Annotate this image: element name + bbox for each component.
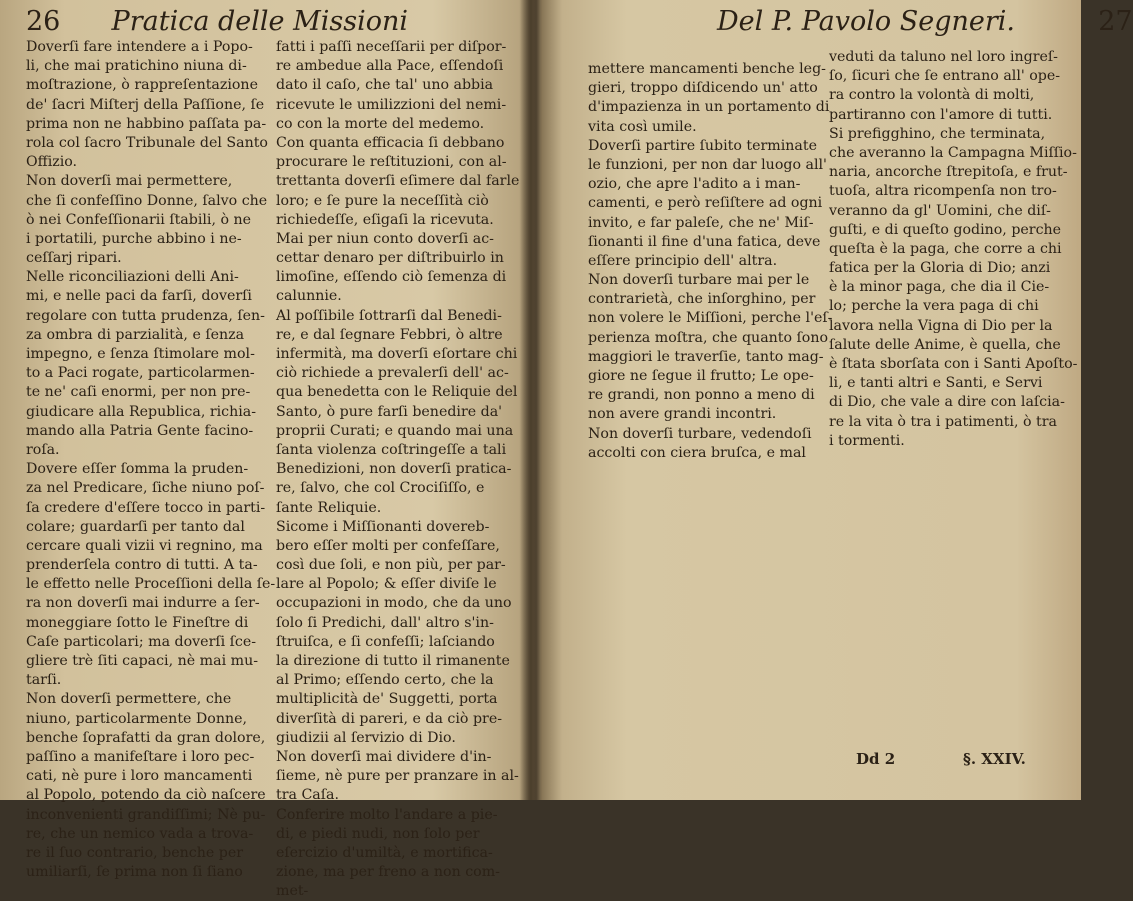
text-line: camenti, e però reſiſtere ad ogni [588,195,823,212]
text-line: Santo, ò pure farſi benedire da' [276,403,503,420]
text-line: Nelle riconciliazioni delli Ani- [26,269,239,286]
text-line: mando alla Patria Gente facino- [26,422,254,439]
text-line: Doverſi partire ſubito terminate [588,137,817,154]
text-line: la direzione di tutto il rimanente [276,653,510,669]
text-line: accolti con ciera bruſca, e mal [588,444,806,461]
text-line: lare al Popolo; & eſſer diviſe le [276,576,497,593]
page-number: 26 [26,6,61,37]
text-line: regolare con tutta prudenza, ſen- [26,307,265,324]
text-line: ò nei Confeſſionarii ſtabili, ò ne [26,211,252,228]
text-line: è ſtata sborſata con i Santi Apoſto- [829,356,1078,372]
text-line: benche ſoprafatti da gran dolore, [26,729,266,746]
text-line: partiranno con l'amore di tutti. [829,106,1053,123]
text-line: Doverſi fare intendere a i Popo- [26,39,253,55]
text-line: Al poſſibile ſottrarſi dal Benedi- [276,307,502,324]
text-line: cercare quali vizii vi regnino, ma [26,537,263,554]
text-line: re ambedue alla Pace, eſſendoſi [276,58,504,75]
page-number: 27 [1098,6,1133,37]
text-line: rola col ſacro Tribunale del Santo [26,134,268,151]
text-line: Dovere eſſer ſomma la pruden- [26,461,249,478]
section-mark: §. XXIV. [963,750,1026,768]
text-line: zione, ma per freno a non com- [276,864,500,881]
text-line: guſti, e di queſto godino, perche [829,221,1062,238]
text-line: qua benedetta con le Reliquie del [276,384,518,401]
text-line: gliere trè ſiti capaci, nè mai mu- [26,653,259,669]
text-line: ozio, che apre l'adito a i man- [588,176,801,193]
text-line: fatica per la Gloria di Dio; anzi [829,260,1051,277]
text-line: giudizii al ſervizio di Dio. [276,729,456,746]
text-line: ceſſarj ripari. [26,250,122,267]
text-line: moſtrazione, ò rappreſentazione [26,77,258,94]
right-page-header [717,6,1133,37]
text-line: procurare le reſtituzioni, con al- [276,154,507,171]
text-line: limoſine, eſſendo ciò ſemenza di [276,269,507,286]
text-line: tarſi. [26,672,62,689]
right-column-1 [588,60,833,463]
text-line: trettanta doverſi eſimere dal farle [276,173,520,190]
text-line: ciò richiede a prevalerſi dell' ac- [276,365,509,382]
text-line: mi, e nelle paci da farſi, doverſi [26,288,252,305]
text-line: cettar denaro per diſtribuirlo in [276,250,504,267]
text-line: ſtruiſca, e ſi confeſſi; laſciando [276,633,495,650]
text-line: roſa. [26,441,60,458]
text-line: re, ſalvo, che col Crociſiſſo, e [276,480,485,497]
text-line: ſolo ſi Predichi, dall' altro s'in- [276,614,494,631]
text-line: ſa credere d'eſſere tocco in parti- [26,499,266,516]
text-line: Mai per niun conto doverſi ac- [276,230,494,247]
text-line: Non doverſi mai dividere d'in- [276,748,492,765]
text-line: eſſere principio dell' altra. [588,252,778,269]
text-line: ſante Reliquie. [276,499,382,516]
text-line: prenderſela contro di tutti. A ta- [26,557,258,574]
text-line: to a Paci rogate, particolarmen- [26,365,255,382]
text-line: ſo, ſicuri che ſe entrano all' ope- [829,68,1061,85]
text-line: colare; guardarſi per tanto dal [26,518,245,535]
text-line: bero eſſer molti per confeſſare, [276,537,500,554]
text-line: Non doverſi permettere, che [26,691,232,708]
text-line: i portatili, purche abbino i ne- [26,230,242,247]
text-line: occupazioni in modo, che da uno [276,595,512,612]
text-line: gieri, troppo diſdicendo un' atto [588,80,818,97]
text-line: moneggiare ſotto le Fineſtre di [26,614,249,631]
text-line: naria, ancorche ſtrepitoſa, e frut- [829,164,1068,181]
text-line: umiliarſi, ſe prima non ſi ſiano [26,864,243,881]
text-line: loro; e ſe pure la neceſſità ciò [276,192,489,209]
text-line: queſta è la paga, che corre a chi [829,240,1062,257]
text-line: cati, nè pure i loro mancamenti [26,768,253,785]
text-line: Con quanta efficacia ſi debbano [276,134,505,151]
text-line: proprii Curati; e quando mai una [276,422,514,439]
text-line: calunnie. [276,288,342,305]
text-line: non volere le Miſſioni, perche l'eſ- [588,310,833,327]
text-line: di Dio, che vale a dire con laſcia- [829,394,1065,411]
text-line: mettere mancamenti benche leg- [588,61,826,77]
text-line: infermità, ma doverſi eſortare chi [276,346,518,362]
text-line: Conferire molto l'andare a pie- [276,806,498,823]
text-line: re grandi, non ponno a meno di [588,387,815,404]
left-page-header [26,6,408,37]
text-line: ra contro la volontà di molti, [829,87,1035,104]
text-line: Non doverſi mai permettere, [26,173,233,190]
text-line: che averanno la Campagna Miſſio- [829,144,1077,161]
text-line: Si prefigghino, che terminata, [829,125,1046,142]
text-line: Benedizioni, non doverſi pratica- [276,461,512,478]
text-line: al Popolo, potendo da ciò naſcere [26,787,266,804]
text-line: ricevute le umilizzioni del nemi- [276,96,507,113]
text-line: eſercizio d'umiltà, e mortifica- [276,844,493,861]
text-line: d'impazienza in un portamento di [588,99,830,116]
text-line: re, che un nemico vada a trova- [26,825,254,842]
text-line: re, e dal ſegnare Febbri, ò altre [276,326,503,343]
text-line: Caſe particolari; ma doverſi ſce- [26,633,257,650]
text-line: niuno, particolarmente Donne, [26,710,248,727]
text-line: lavora nella Vigna di Dio per la [829,317,1053,334]
text-line: è la minor paga, che dia il Cie- [829,279,1050,296]
text-line: za nel Predicare, ſiche niuno poſ- [26,480,265,497]
text-line: ſalute delle Anime, è quella, che [829,336,1061,353]
text-line: co con la morte del medemo. [276,115,485,132]
text-line: ſieme, nè pure per pranzare in al- [276,768,519,785]
text-line: lo; perche la vera paga di chi [829,298,1039,315]
text-line: ra non doverſi mai indurre a ſer- [26,595,260,612]
running-title: Pratica delle Missioni [111,6,409,37]
text-line: te ne' caſi enormi, per non pre- [26,384,251,401]
text-line: richiedeſſe, eſigaſi la ricevuta. [276,211,494,228]
text-line: perienza moſtra, che quanto ſono [588,329,829,346]
signature-mark: Dd 2 [856,750,896,768]
text-line: giore ne ſegue il frutto; Le ope- [588,368,814,384]
text-line: di, e piedi nudi, non ſolo per [276,825,480,842]
text-line: li, e tanti altri e Santi, e Servi [829,375,1043,392]
text-line: vita così umile. [588,118,697,135]
text-line: re la vita ò tra i patimenti, ò tra [829,413,1057,430]
text-line: impegno, e ſenza ſtimolare mol- [26,346,255,362]
left-column-2 [276,38,520,901]
right-column-2 [829,48,1078,451]
text-line: diverſità di pareri, e da ciò pre- [276,710,503,727]
text-line: Non doverſi turbare, vedendoſi [588,425,812,442]
text-line: dato il caſo, che tal' uno abbia [276,77,494,94]
text-line: ſionanti il fine d'una fatica, deve [588,233,821,250]
text-line: met- [276,883,309,900]
text-line: de' ſacri Miſterj della Paſſione, ſe [26,96,265,113]
right-page [535,0,1133,800]
text-line: al Primo; eſſendo certo, che la [276,672,494,689]
text-line: multiplicità de' Suggetti, porta [276,691,498,708]
text-line: li, che mai pratichino niuna di- [26,58,247,75]
left-column-1 [26,38,276,882]
text-line: non avere grandi incontri. [588,406,777,423]
text-line: le funzioni, per non dar luogo all' [588,156,827,173]
text-line: che ſi confeſſino Donne, ſalvo che [26,192,268,209]
text-line: ſanta violenza coſtringeſſe a tali [276,441,507,458]
text-line: fatti i paſſi neceſſarii per diſpor- [276,39,507,55]
text-line: i tormenti. [829,432,905,449]
text-line: Sicome i Miſſionanti dovereb- [276,518,490,535]
text-line: paſſino a manifeſtare i loro pec- [26,748,255,765]
text-line: maggiori le traverſie, tanto mag- [588,348,824,365]
text-line: veduti da taluno nel loro ingreſ- [829,49,1058,65]
text-line: Offizio. [26,154,78,171]
text-line: inconvenienti grandiſſimi; Nè pu- [26,806,266,823]
left-page [0,0,525,900]
text-line: contrarietà, che inſorghino, per [588,291,816,308]
text-line: prima non ne habbino paſſata pa- [26,115,267,132]
text-line: Non doverſi turbare mai per le [588,272,810,289]
text-line: le effetto nelle Proceſſioni della ſe- [26,576,276,593]
text-line: tra Caſa. [276,787,339,804]
running-title: Del P. Pavolo Segneri. [717,6,1015,37]
text-line: re il ſuo contrario, benche per [26,844,244,861]
text-line: veranno da gl' Uomini, che diſ- [829,202,1051,219]
text-line: così due ſoli, e non più, per par- [276,557,506,574]
text-line: za ombra di parzialità, e ſenza [26,326,245,343]
text-line: tuoſa, altra ricompenſa non tro- [829,183,1057,200]
text-line: giudicare alla Republica, richia- [26,403,257,420]
text-line: invito, e far paleſe, che ne' Miſ- [588,214,814,231]
